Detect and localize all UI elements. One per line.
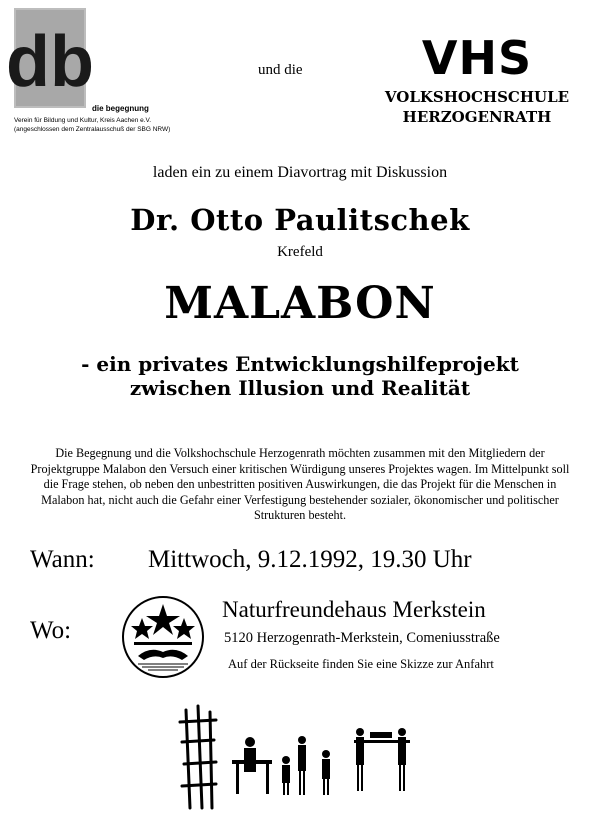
org-affiliation: (angeschlossen dem Zentralausschuß der SBG NRW) [14, 126, 171, 133]
vhs-name-line2: HERZOGENRATH [402, 108, 552, 126]
people-sketch-icon [176, 702, 426, 812]
org-description: Verein für Bildung und Kultur, Kreis Aachen e.V. [14, 117, 152, 124]
directions-note: Auf der Rückseite finden Sie eine Skizze zur Anfahrt [228, 657, 494, 671]
when-value: Mittwoch, 9.12.1992, 19.30 Uhr [148, 546, 472, 573]
vhs-name-line1: VOLKSHOCHSCHULE [384, 88, 570, 106]
db-logo-letters: db [6, 22, 94, 102]
speaker-city: Krefeld [277, 244, 323, 260]
org-name: die begegnung [92, 104, 149, 113]
naturfreunde-logo-icon [120, 594, 206, 680]
when-label: Wann: [30, 546, 95, 573]
speaker-name: Dr. Otto Paulitschek [130, 203, 470, 237]
event-subtitle-line2: zwischen Illusion und Realität [129, 376, 471, 400]
venue-name: Naturfreundehaus Merkstein [222, 597, 486, 622]
db-logo-icon [6, 8, 94, 108]
event-subtitle-line1: - ein privates Entwicklungshilfeprojekt [81, 352, 519, 376]
event-description: Die Begegnung und die Volkshochschule Herzogenrath möchten zusammen mit den Mitgliedern der Projektgruppe Malabon den Versuch einer kritischen Würdigung unseres Projektes wagen. Im Mittelpunkt soll die Frage stehen, ob neben den unbestritten positiven Auswirkungen, die das Projekt für die Menschen in Malabon hat, nicht auch die Gefahr einer Verfestigung bestehender sozialer, ökonomischer und politischer Strukturen besteht. [30, 446, 570, 522]
invitation-line: laden ein zu einem Diavortrag mit Diskussion [152, 164, 448, 181]
where-label: Wo: [30, 617, 72, 644]
event-title: MALABON [164, 278, 436, 329]
vhs-logo-text: VHS [421, 31, 533, 85]
venue-address: 5120 Herzogenrath-Merkstein, Comeniusstraße [224, 630, 500, 646]
connector-text: und die [258, 62, 303, 78]
